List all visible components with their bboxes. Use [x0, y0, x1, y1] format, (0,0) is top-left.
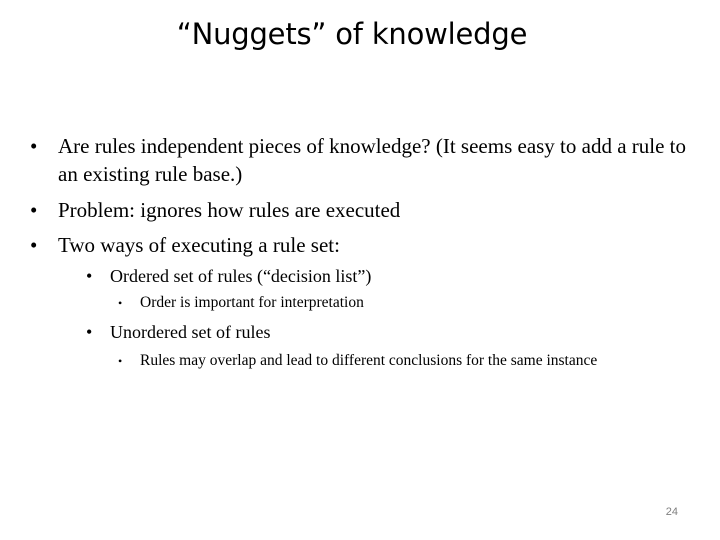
sub-sub-bullet-text: Rules may overlap and lead to different conclusions for the same instance — [140, 352, 598, 369]
page-number: 24 — [665, 506, 678, 518]
sub-bullet-text: Ordered set of rules (“decision list”) — [110, 266, 372, 286]
sub-sub-bullet-item — [118, 350, 708, 372]
bullet-item — [30, 132, 710, 188]
bullet-item — [30, 231, 710, 259]
sub-bullet-item — [86, 264, 706, 288]
sub-sub-bullet-text: Order is important for interpretation — [140, 294, 364, 311]
bullet-icon: • — [30, 198, 38, 222]
bullet-text: Two ways of executing a rule set: — [58, 233, 340, 257]
sub-bullet-item — [86, 320, 706, 344]
bullet-text: Problem: ignores how rules are executed — [58, 198, 401, 222]
bullet-icon: • — [30, 233, 38, 257]
sub-bullet-text: Unordered set of rules — [110, 322, 271, 342]
bullet-icon: • — [118, 354, 123, 368]
sub-sub-bullet-item — [118, 292, 708, 314]
slide-title: “Nuggets” of knowledge — [176, 17, 528, 51]
bullet-icon: • — [86, 322, 93, 342]
bullet-item — [30, 196, 710, 224]
bullet-icon: • — [118, 296, 123, 310]
bullet-icon: • — [86, 266, 93, 286]
bullet-icon: • — [30, 134, 38, 158]
bullet-text: Are rules independent pieces of knowledge? (It seems easy to add a rule to an existing rule base.) — [58, 134, 687, 186]
